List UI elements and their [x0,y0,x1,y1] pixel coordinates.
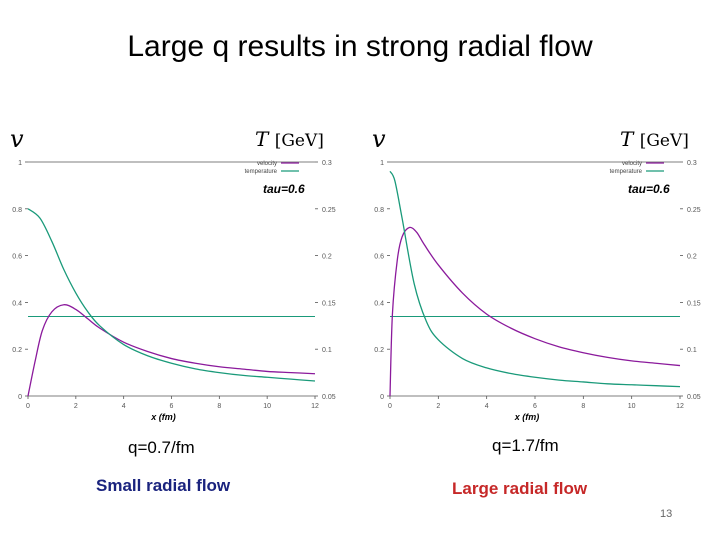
tau-annotation: tau=0.6 [628,182,670,196]
y-right-tick-label: 0.05 [687,394,701,401]
y-left-tick-label: 0 [380,394,384,401]
series-line-temperature [390,171,680,386]
y-left-tick-label: 1 [18,160,22,167]
y-right-tick-label: 0.25 [687,206,701,214]
x-tick-label: 0 [26,403,30,410]
y-right-tick-label: 0.15 [322,300,336,308]
caption-left: q=0.7/fm [128,438,195,457]
x-tick-label: 4 [121,403,126,410]
x-tick-label: 12 [676,403,684,410]
y-right-tick-label: 0.1 [687,347,697,355]
chart-left-svg [0,120,355,425]
y-right-axis-label [620,127,689,151]
page-number: 13 [660,508,673,520]
y-left-axis-label: v [10,125,24,153]
y-left-tick-label: 0.4 [12,300,22,308]
x-tick-label: 2 [73,403,78,410]
y-left-tick-label: 0.6 [12,253,22,261]
y-left-tick-label: 0.6 [374,253,384,261]
y-right-axis-label [255,127,324,151]
legend-label: velocity [256,161,277,167]
x-tick-label: 6 [533,403,537,410]
y-right-axis-unit: [GeV] [274,131,324,151]
y-right-tick-label: 0.3 [687,160,697,167]
x-tick-label: 0 [388,403,392,410]
y-right-axis-unit: [GeV] [639,131,689,151]
y-right-axis-var: T [255,127,275,151]
y-right-axis-var: T [620,127,640,151]
y-right-tick-label: 0.25 [322,206,336,214]
y-right-tick-label: 0.1 [322,347,332,355]
tau-annotation: tau=0.6 [263,182,305,196]
series-line-temperature [28,209,315,381]
y-left-tick-label: 0.8 [12,206,22,214]
x-tick-label: 8 [581,403,586,410]
y-left-tick-label: 0.2 [374,347,384,355]
slide-title: Large q results in strong radial flow [127,30,593,63]
legend-label: temperature [609,169,642,175]
x-tick-label: 6 [169,403,174,410]
y-left-tick-label: 0 [18,394,22,401]
chart-right-svg [362,120,720,425]
x-tick-label: 8 [217,403,222,410]
y-left-tick-label: 1 [380,160,384,167]
legend-label: temperature [244,169,277,175]
legend-label: velocity [621,161,642,167]
caption-right: q=1.7/fm [492,436,559,455]
x-axis-label: x (fm) [151,412,176,422]
subcaption-right: Large radial flow [452,479,588,498]
chart-left [0,120,355,425]
y-right-tick-label: 0.15 [687,300,701,308]
y-left-tick-label: 0.8 [374,206,384,214]
y-left-tick-label: 0.4 [374,300,384,308]
y-right-tick-label: 0.2 [322,253,332,261]
y-right-tick-label: 0.3 [322,160,332,167]
y-left-axis-label: v [372,125,386,153]
subcaption-left: Small radial flow [96,476,231,495]
y-right-tick-label: 0.05 [322,394,336,401]
x-tick-label: 10 [627,403,636,410]
y-right-tick-label: 0.2 [687,253,697,261]
x-tick-label: 2 [436,403,441,410]
chart-right [362,120,720,425]
series-line-velocity [390,227,680,396]
x-tick-label: 4 [484,403,489,410]
x-tick-label: 12 [311,403,319,410]
y-left-tick-label: 0.2 [12,347,22,355]
x-axis-label: x (fm) [514,412,540,422]
x-tick-label: 10 [263,403,272,410]
series-line-velocity [28,305,315,396]
